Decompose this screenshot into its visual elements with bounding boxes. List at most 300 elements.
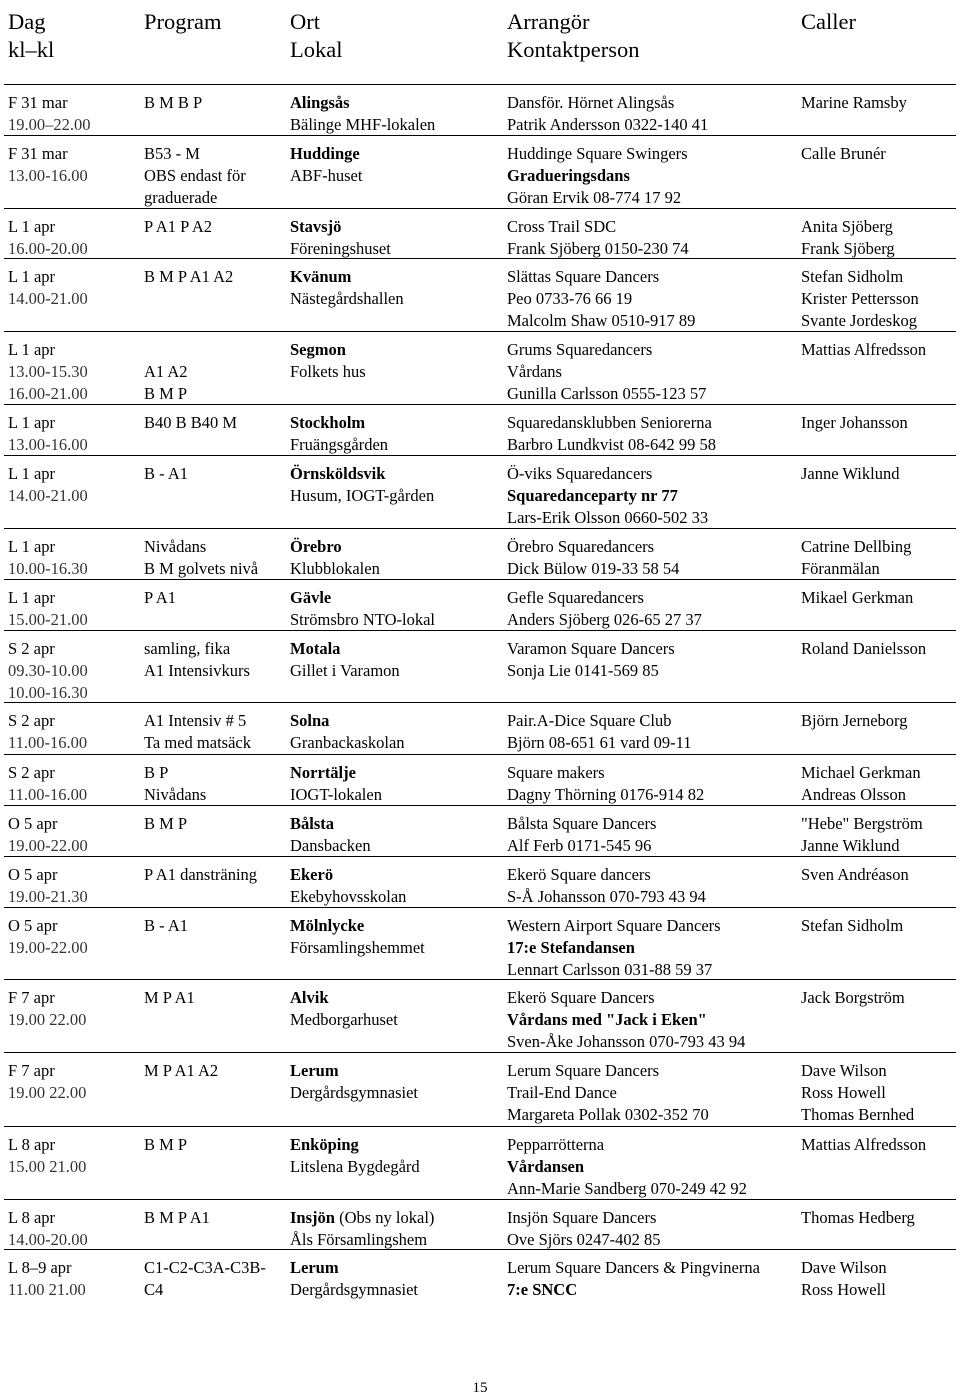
- place-cell: [290, 1134, 500, 1178]
- caller-line: Marine Ramsby: [801, 93, 907, 112]
- day-line: 10.00-16.30: [8, 559, 88, 578]
- day-line: L 1 apr: [8, 537, 56, 556]
- caller-line: Calle Brunér: [801, 144, 886, 163]
- organizer-line: Squaredansklubben Seniorerna: [507, 413, 712, 432]
- organizer-line: S-Å Johansson 070-793 43 94: [507, 887, 706, 906]
- caller-cell: [801, 536, 956, 580]
- row-divider: [4, 702, 956, 703]
- program-line: Nivådans: [144, 785, 207, 804]
- caller-line: Sven Andréason: [801, 865, 909, 884]
- row-divider: [4, 208, 956, 209]
- day-line: O 5 apr: [8, 814, 58, 833]
- place-cell: [290, 266, 500, 310]
- program-cell: [144, 587, 284, 609]
- day-line: 19.00-21.30: [8, 887, 88, 906]
- row-divider: [4, 455, 956, 456]
- day-line: L 1 apr: [8, 267, 56, 286]
- caller-line: Mikael Gerkman: [801, 588, 914, 607]
- place-cell: [290, 339, 500, 383]
- place-line: Alingsås: [290, 93, 350, 112]
- caller-line: Frank Sjöberg: [801, 239, 895, 258]
- caller-cell: [801, 762, 956, 806]
- table-header: [0, 8, 960, 68]
- program-cell: [144, 266, 284, 288]
- place-line: Dergårdsgymnasiet: [290, 1280, 418, 1299]
- organizer-line: Dick Bülow 019-33 58 54: [507, 559, 680, 578]
- program-line: A1 Intensivkurs: [144, 661, 250, 680]
- program-line: B - A1: [144, 916, 189, 935]
- organizer-line: Patrik Andersson 0322-140 41: [507, 115, 709, 134]
- caller-cell: [801, 915, 956, 937]
- place-cell: [290, 638, 500, 682]
- day-line: 15.00 21.00: [8, 1157, 87, 1176]
- row-divider: [4, 979, 956, 980]
- day-cell: [8, 1060, 133, 1104]
- organizer-line: Square makers: [507, 763, 605, 782]
- day-line: L 1 apr: [8, 340, 56, 359]
- program-cell: [144, 536, 284, 580]
- organizer-cell: [507, 710, 797, 754]
- program-cell: [144, 92, 284, 114]
- program-line: P A1 P A2: [144, 217, 213, 236]
- organizer-cell: [507, 216, 797, 260]
- place-line: Medborgarhuset: [290, 1010, 398, 1029]
- organizer-cell: [507, 536, 797, 580]
- header-caller-line1: Caller: [801, 9, 856, 34]
- day-line: L 8 apr: [8, 1135, 56, 1154]
- caller-cell: [801, 216, 956, 260]
- caller-cell: [801, 463, 956, 485]
- row-divider: [4, 1249, 956, 1250]
- organizer-line: Barbro Lundkvist 08-642 99 58: [507, 435, 716, 454]
- day-cell: [8, 92, 133, 136]
- day-line: F 7 apr: [8, 988, 55, 1007]
- day-line: 19.00-22.00: [8, 938, 88, 957]
- row-divider: [4, 856, 956, 857]
- day-cell: [8, 915, 133, 959]
- day-cell: [8, 143, 133, 187]
- place-line: Folkets hus: [290, 362, 366, 381]
- organizer-line: Gradueringsdans: [507, 166, 630, 185]
- place-line: Motala: [290, 639, 341, 658]
- program-line: A1 A2: [144, 362, 188, 381]
- header-place-line1: Ort: [290, 9, 320, 34]
- day-cell: [8, 1207, 133, 1251]
- organizer-line: Peo 0733-76 66 19: [507, 289, 633, 308]
- organizer-line: 17:e Stefandansen: [507, 938, 635, 957]
- day-line: 14.00-20.00: [8, 1230, 88, 1249]
- place-line: IOGT-lokalen: [290, 785, 382, 804]
- day-cell: [8, 216, 133, 260]
- program-line: B M P: [144, 814, 188, 833]
- row-divider: [4, 84, 956, 85]
- row-divider: [4, 404, 956, 405]
- day-cell: [8, 587, 133, 631]
- organizer-line: Örebro Squaredancers: [507, 537, 655, 556]
- organizer-line: Varamon Square Dancers: [507, 639, 675, 658]
- day-line: 11.00-16.00: [8, 785, 88, 804]
- caller-line: Anita Sjöberg: [801, 217, 893, 236]
- place-line: Bålsta: [290, 814, 335, 833]
- organizer-cell: [507, 339, 797, 405]
- organizer-line: Vårdans med "Jack i Eken": [507, 1010, 707, 1029]
- program-line: C1-C2-C3A-C3B-: [144, 1258, 266, 1277]
- place-name: Insjön: [290, 1208, 335, 1227]
- program-cell: [144, 339, 284, 405]
- day-line: L 1 apr: [8, 464, 56, 483]
- organizer-line: Dansför. Hörnet Alingsås: [507, 93, 675, 112]
- day-line: S 2 apr: [8, 639, 55, 658]
- program-cell: [144, 762, 284, 806]
- organizer-line: 7:e SNCC: [507, 1280, 578, 1299]
- program-cell: [144, 864, 284, 886]
- caller-line: Björn Jerneborg: [801, 711, 908, 730]
- organizer-line: Lerum Square Dancers: [507, 1061, 660, 1080]
- row-divider: [4, 579, 956, 580]
- place-line: Enköping: [290, 1135, 359, 1154]
- program-line: M P A1 A2: [144, 1061, 219, 1080]
- day-line: 15.00-21.00: [8, 610, 88, 629]
- day-line: L 1 apr: [8, 413, 56, 432]
- page-number: 15: [472, 1380, 488, 1396]
- place-line: Stockholm: [290, 413, 366, 432]
- caller-line: Thomas Hedberg: [801, 1208, 915, 1227]
- day-line: 13.00-16.00: [8, 166, 88, 185]
- place-line: Föreningshuset: [290, 239, 391, 258]
- day-line: 13.00-16.00: [8, 435, 88, 454]
- day-line: 19.00 22.00: [8, 1010, 87, 1029]
- caller-cell: [801, 638, 956, 660]
- row-divider: [4, 331, 956, 332]
- day-line: 09.30-10.00: [8, 661, 88, 680]
- organizer-cell: [507, 1134, 797, 1200]
- place-line: Stavsjö: [290, 217, 342, 236]
- caller-line: Stefan Sidholm: [801, 267, 904, 286]
- organizer-cell: [507, 92, 797, 136]
- place-line: Gillet i Varamon: [290, 661, 400, 680]
- caller-cell: [801, 587, 956, 609]
- organizer-line: Malcolm Shaw 0510-917 89: [507, 311, 696, 330]
- header-organizer-line1: Arrangör: [507, 9, 590, 34]
- organizer-line: Ann-Marie Sandberg 070-249 42 92: [507, 1179, 747, 1198]
- place-cell: [290, 412, 500, 456]
- day-cell: [8, 266, 133, 310]
- organizer-line: Ekerö Square dancers: [507, 865, 651, 884]
- place-line: Ekebyhovsskolan: [290, 887, 407, 906]
- day-line: S 2 apr: [8, 711, 55, 730]
- caller-line: Dave Wilson: [801, 1258, 887, 1277]
- day-line: 19.00–22.00: [8, 115, 91, 134]
- day-cell: [8, 864, 133, 908]
- program-cell: [144, 1207, 284, 1229]
- header-day-line1: Dag: [8, 9, 46, 34]
- place-cell: [290, 864, 500, 908]
- program-line: A1 Intensiv # 5: [144, 711, 247, 730]
- row-divider: [4, 630, 956, 631]
- organizer-line: Lars-Erik Olsson 0660-502 33: [507, 508, 709, 527]
- row-divider: [4, 805, 956, 806]
- day-cell: [8, 463, 133, 507]
- program-line: OBS endast för: [144, 166, 246, 185]
- place-cell: [290, 1207, 500, 1251]
- day-line: F 31 mar: [8, 93, 68, 112]
- day-line: 11.00 21.00: [8, 1280, 86, 1299]
- program-line: B40 B B40 M: [144, 413, 238, 432]
- header-day-line2: kl–kl: [8, 37, 55, 62]
- organizer-cell: [507, 638, 797, 682]
- caller-line: Föranmälan: [801, 559, 880, 578]
- place-cell: [290, 216, 500, 260]
- program-cell: [144, 813, 284, 835]
- organizer-line: Lerum Square Dancers & Pingvinerna: [507, 1258, 760, 1277]
- organizer-line: Gunilla Carlsson 0555-123 57: [507, 384, 707, 403]
- program-line: B M golvets nivå: [144, 559, 259, 578]
- day-line: O 5 apr: [8, 865, 58, 884]
- caller-line: Janne Wiklund: [801, 836, 900, 855]
- program-cell: [144, 915, 284, 937]
- place-line: Solna: [290, 711, 330, 730]
- program-cell: [144, 638, 284, 682]
- day-line: L 1 apr: [8, 588, 56, 607]
- place-line: Segmon: [290, 340, 346, 359]
- organizer-line: Squaredanceparty nr 77: [507, 486, 678, 505]
- place-line: Örebro: [290, 537, 342, 556]
- program-line: graduerade: [144, 188, 218, 207]
- program-line: B - A1: [144, 464, 189, 483]
- program-line: C4: [144, 1280, 164, 1299]
- place-line: Gävle: [290, 588, 332, 607]
- caller-line: Ross Howell: [801, 1083, 886, 1102]
- place-line: Nästegårdshallen: [290, 289, 404, 308]
- organizer-line: Anders Sjöberg 026-65 27 37: [507, 610, 702, 629]
- place-line: Ekerö: [290, 865, 334, 884]
- caller-line: Dave Wilson: [801, 1061, 887, 1080]
- row-divider: [4, 754, 956, 755]
- day-line: F 7 apr: [8, 1061, 55, 1080]
- caller-line: Mattias Alfredsson: [801, 340, 927, 359]
- organizer-line: Ove Sjörs 0247-402 85: [507, 1230, 661, 1249]
- day-line: 14.00-21.00: [8, 486, 88, 505]
- organizer-cell: [507, 412, 797, 456]
- program-line: P A1 dansträning: [144, 865, 258, 884]
- organizer-cell: [507, 762, 797, 806]
- day-cell: [8, 1134, 133, 1178]
- program-cell: [144, 987, 284, 1009]
- place-line: Strömsbro NTO-lokal: [290, 610, 435, 629]
- organizer-line: Dagny Thörning 0176-914 82: [507, 785, 705, 804]
- row-divider: [4, 258, 956, 259]
- place-line: Husum, IOGT-gården: [290, 486, 435, 505]
- organizer-cell: [507, 915, 797, 981]
- place-line: Kvänum: [290, 267, 352, 286]
- organizer-line: Pepparrötterna: [507, 1135, 605, 1154]
- place-line: Lerum: [290, 1258, 339, 1277]
- day-cell: [8, 987, 133, 1031]
- organizer-line: Sonja Lie 0141-569 85: [507, 661, 659, 680]
- place-cell: [290, 92, 500, 136]
- caller-cell: [801, 987, 956, 1009]
- organizer-cell: [507, 463, 797, 529]
- day-cell: [8, 710, 133, 754]
- organizer-line: Vårdansen: [507, 1157, 585, 1176]
- program-line: Nivådans: [144, 537, 207, 556]
- organizer-line: Grums Squaredancers: [507, 340, 653, 359]
- caller-cell: [801, 1060, 956, 1126]
- program-cell: [144, 216, 284, 238]
- organizer-cell: [507, 864, 797, 908]
- header-day: [8, 8, 133, 64]
- program-line: samling, fika: [144, 639, 231, 658]
- program-line: B M P: [144, 384, 188, 403]
- place-note: (Obs ny lokal): [339, 1208, 435, 1227]
- header-place: [290, 8, 500, 64]
- caller-cell: [801, 1257, 956, 1301]
- organizer-line: Margareta Pollak 0302-352 70: [507, 1105, 709, 1124]
- caller-line: "Hebe" Bergström: [801, 814, 923, 833]
- place-line: Alvik: [290, 988, 329, 1007]
- program-cell: [144, 463, 284, 485]
- caller-cell: [801, 412, 956, 434]
- caller-line: Catrine Dellbing: [801, 537, 912, 556]
- organizer-line: Slättas Square Dancers: [507, 267, 660, 286]
- caller-line: Thomas Bernhed: [801, 1105, 915, 1124]
- day-line: 19.00-22.00: [8, 836, 88, 855]
- caller-cell: [801, 143, 956, 165]
- place-cell: [290, 987, 500, 1031]
- organizer-line: Ö-viks Squaredancers: [507, 464, 653, 483]
- day-cell: [8, 339, 133, 405]
- day-cell: [8, 536, 133, 580]
- place-cell: [290, 1257, 500, 1301]
- day-line: F 31 mar: [8, 144, 68, 163]
- place-line: Dergårdsgymnasiet: [290, 1083, 418, 1102]
- organizer-line: Frank Sjöberg 0150-230 74: [507, 239, 689, 258]
- place-cell: [290, 710, 500, 754]
- place-cell: [290, 463, 500, 507]
- program-line: B M B P: [144, 93, 203, 112]
- header-caller: [801, 8, 956, 36]
- day-cell: [8, 638, 133, 704]
- organizer-line: Bålsta Square Dancers: [507, 814, 657, 833]
- organizer-cell: [507, 813, 797, 857]
- day-cell: [8, 412, 133, 456]
- caller-line: Roland Danielsson: [801, 639, 927, 658]
- place-line: Fruängsgården: [290, 435, 389, 454]
- program-line: B M P A1 A2: [144, 267, 234, 286]
- caller-line: Michael Gerkman: [801, 763, 921, 782]
- program-line: Ta med matsäck: [144, 733, 251, 752]
- place-venue: Åls Församlingshem: [290, 1230, 428, 1249]
- place-line: [290, 1207, 500, 1229]
- organizer-cell: [507, 1207, 797, 1251]
- caller-cell: [801, 813, 956, 857]
- organizer-line: Cross Trail SDC: [507, 217, 617, 236]
- program-line: B M P A1: [144, 1208, 210, 1227]
- place-line: Norrtälje: [290, 763, 356, 782]
- caller-line: Svante Jordeskog: [801, 311, 917, 330]
- place-cell: [290, 536, 500, 580]
- organizer-cell: [507, 143, 797, 209]
- caller-cell: [801, 1207, 956, 1229]
- place-line: Mölnlycke: [290, 916, 365, 935]
- program-cell: [144, 1060, 284, 1082]
- caller-line: Jack Borgström: [801, 988, 905, 1007]
- organizer-line: Ekerö Square Dancers: [507, 988, 655, 1007]
- program-line: B53 - M: [144, 144, 200, 163]
- organizer-line: Huddinge Square Swingers: [507, 144, 688, 163]
- day-line: 16.00-20.00: [8, 239, 88, 258]
- place-cell: [290, 1060, 500, 1104]
- organizer-line: Vårdans: [507, 362, 562, 381]
- organizer-line: Insjön Square Dancers: [507, 1208, 657, 1227]
- organizer-line: Göran Ervik 08-774 17 92: [507, 188, 682, 207]
- day-cell: [8, 1257, 133, 1301]
- place-line: Lerum: [290, 1061, 339, 1080]
- header-organizer-line2: Kontaktperson: [507, 37, 640, 62]
- caller-cell: [801, 864, 956, 886]
- program-cell: [144, 1134, 284, 1156]
- organizer-line: Gefle Squaredancers: [507, 588, 644, 607]
- caller-cell: [801, 92, 956, 114]
- organizer-line: Western Airport Square Dancers: [507, 916, 721, 935]
- organizer-line: Lennart Carlsson 031-88 59 37: [507, 960, 713, 979]
- organizer-line: Björn 08-651 61 vard 09-11: [507, 733, 692, 752]
- day-line: 16.00-21.00: [8, 384, 88, 403]
- day-cell: [8, 762, 133, 806]
- day-line: 13.00-15.30: [8, 362, 88, 381]
- program-line: P A1: [144, 588, 176, 607]
- caller-line: Janne Wiklund: [801, 464, 900, 483]
- place-line: Klubblokalen: [290, 559, 380, 578]
- organizer-cell: [507, 587, 797, 631]
- place-line: Dansbacken: [290, 836, 371, 855]
- caller-cell: [801, 1134, 956, 1156]
- place-line: Litslena Bygdegård: [290, 1157, 420, 1176]
- place-line: Granbackaskolan: [290, 733, 405, 752]
- row-divider: [4, 1199, 956, 1200]
- place-line: Huddinge: [290, 144, 360, 163]
- day-line: 19.00 22.00: [8, 1083, 87, 1102]
- program-line: M P A1: [144, 988, 195, 1007]
- day-line: 14.00-21.00: [8, 289, 88, 308]
- program-line: [144, 339, 284, 361]
- program-line: B M P: [144, 1135, 188, 1154]
- organizer-line: Trail-End Dance: [507, 1083, 617, 1102]
- day-line: 11.00-16.00: [8, 733, 88, 752]
- program-cell: [144, 412, 284, 434]
- row-divider: [4, 907, 956, 908]
- place-cell: [290, 587, 500, 631]
- organizer-cell: [507, 1060, 797, 1126]
- day-line: O 5 apr: [8, 916, 58, 935]
- row-divider: [4, 135, 956, 136]
- day-line: L 1 apr: [8, 217, 56, 236]
- caller-line: Ross Howell: [801, 1280, 886, 1299]
- place-cell: [290, 813, 500, 857]
- day-line: L 8–9 apr: [8, 1258, 72, 1277]
- day-cell: [8, 813, 133, 857]
- row-divider: [4, 528, 956, 529]
- organizer-cell: [507, 266, 797, 332]
- program-cell: [144, 143, 284, 209]
- day-line: L 8 apr: [8, 1208, 56, 1227]
- caller-cell: [801, 266, 956, 332]
- caller-cell: [801, 339, 956, 361]
- caller-line: Inger Johansson: [801, 413, 908, 432]
- row-divider: [4, 1052, 956, 1053]
- header-place-line2: Lokal: [290, 37, 343, 62]
- caller-line: Stefan Sidholm: [801, 916, 904, 935]
